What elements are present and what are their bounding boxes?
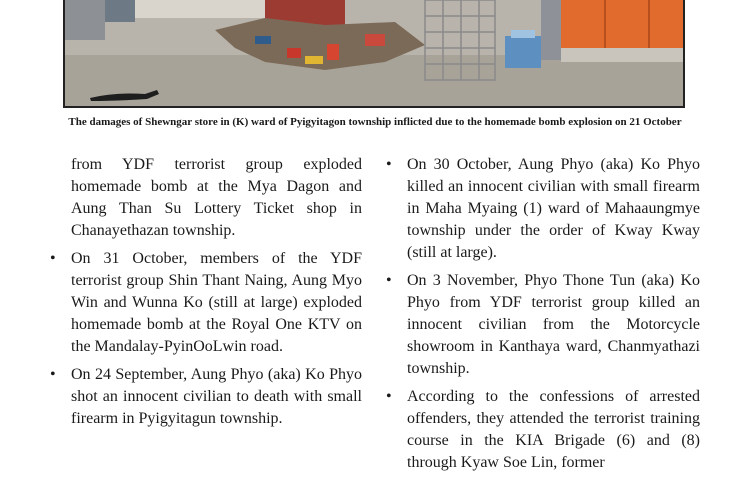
left-column bbox=[50, 154, 362, 436]
right-column bbox=[386, 154, 700, 480]
photo-caption: The damages of Shewngar store in (K) ward of Pyigyitagon township inflicted due to the homemade bomb explosion on 21 October bbox=[68, 116, 682, 128]
list-item: • On 30 October, Aung Phyo (aka) Ko Phyo killed an innocent civilian with small firearm in Maha Myaing (1) ward of Mahaaungmye township under the order of Kway Kway (still at large). bbox=[386, 154, 700, 264]
list-item: • According to the confessions of arrested offenders, they attended the terrorist training course in the KIA Brigade (6) and (8) through Kyaw Soe Lin, former bbox=[386, 386, 700, 474]
list-item: from YDF terrorist group exploded homemade bomb at the Mya Dagon and Aung Than Su Lottery Ticket shop in Chanayethazan township. bbox=[71, 156, 362, 239]
list-item: • On 3 November, Phyo Thone Tun (aka) Ko Phyo from YDF terrorist group killed an innocent civilian from the Motorcycle showroom in Kanthaya ward, Chanmyathazi township. bbox=[386, 270, 700, 380]
list-item: • On 31 October, members of the YDF terrorist group Shin Thant Naing, Aung Myo Win and Wunna Ko (still at large) exploded homemade bomb at the Royal One KTV on the Mandalay-PyinOoLwin road. bbox=[50, 248, 362, 358]
damage-photo-image bbox=[65, 0, 685, 108]
list-item: • On 24 September, Aung Phyo (aka) Ko Phyo shot an innocent civilian to death with small firearm in Pyigyitagun township. bbox=[50, 364, 362, 430]
damage-photo bbox=[63, 0, 685, 108]
